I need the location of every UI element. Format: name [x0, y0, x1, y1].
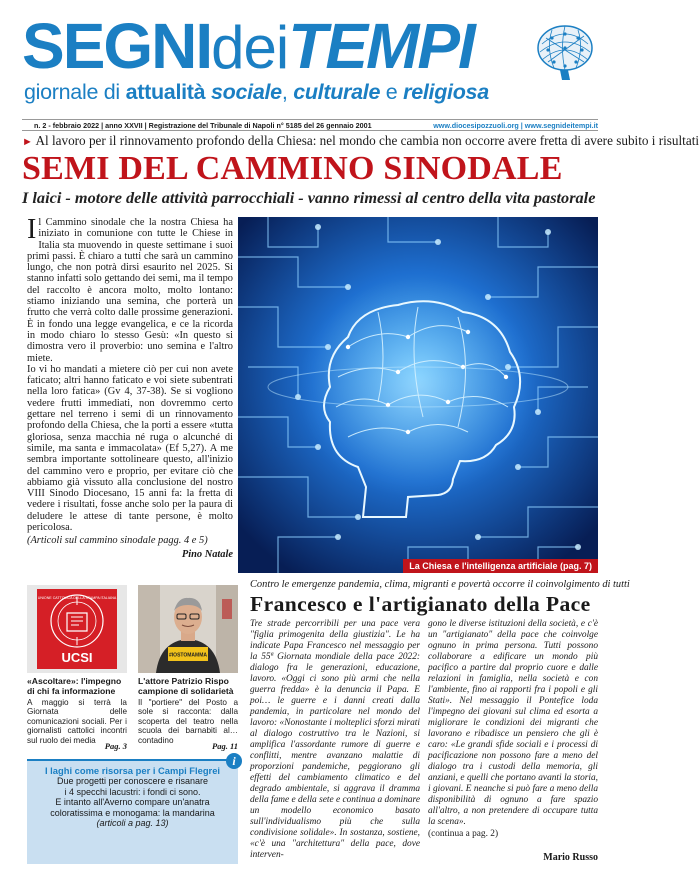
ucsi-logo-text: UCSI	[61, 650, 93, 665]
brand-segni: SEGNI	[22, 10, 212, 82]
laghi-line: coloratissima e monogama: la mandarina	[50, 807, 215, 818]
hero-image-ai-brain[interactable]	[238, 217, 598, 573]
ucsi-ring-text: UNIONE CATTOLICA DELLA STAMPA ITALIANA	[37, 596, 117, 600]
hero-caption[interactable]: La Chiesa e l'intelligenza artificiale (pag. 7)	[403, 559, 598, 573]
ucsi-summary: A maggio si terrà la Giornata delle comunicazioni sociali. Per i giornalisti cattolici incontri sul ruolo dei media	[27, 698, 127, 745]
brand-logotype[interactable]	[22, 10, 474, 82]
rispo-portrait-illustration	[138, 585, 238, 673]
rispo-page-ref[interactable]: Pag. 11	[212, 741, 238, 751]
ucsi-title: «Ascoltare»: l'impegno di chi fa informazione	[27, 676, 122, 696]
teaser-rispo[interactable]	[138, 585, 238, 751]
rispo-photo	[138, 585, 238, 673]
lead-kicker-text: Al lavoro per il rinnovamento profondo della Chiesa: nel mondo che cambia non occorre avere fretta di avere subito i risultati	[35, 133, 699, 148]
francesco-col2-text: gono le diverse istituzioni della società, e c'è un "artigianato" della pace che coinvolge ognuno in prima persona. Tutti possono collaborare a edificare un mondo più pacifico a partire dal proprio cuore e dalle relazioni in famiglia, nella società e con l'ambiente, fino ai rapporti fra i popoli e gli Stati». Nel messaggio il Pontefice loda l'impegno dei giovani sul clima ed esorta a migliorare le condizioni dei migranti che lavorano e ribadisce un pensiero che gli è caro: «Le grandi sfide sociali e i processi di pacificazione non possono fare a meno del dialogo tra i custodi della memoria, gli anziani, e quelli che portano avanti la storia, i giovani. E neanche si può fare a meno della disponibilità di ognuno a fare spazio all'altro, a non pretendere di occupare tutta la scena».	[428, 619, 598, 827]
francesco-headline[interactable]: Francesco e l'artigianato della Pace	[250, 592, 591, 616]
lead-p1-text: l Cammino sinodale che la nostra Chiesa ha iniziato in comunione con tutte le Chiese in Italia sta muovendo in queste settimane i suoi primi passi. È chiaro a tutti che sarà un cammino lungo, che non potrà dirsi esaurito nel 2025. Si stanno infatti solo gettando dei semi, ma il tempo del raccolto è ancora molto, molto lontano: stiamo iniziando una semina, che porterà un frutto che verrà colto dalle prossime generazioni. È in fondo una legge evangelica, e ce la ricorda in modo chiaro lo stesso Gesù: «In questo si dimostra vero il proverbio: uno semina e l'altro miete.	[27, 217, 233, 364]
info-icon: i	[226, 753, 242, 769]
ucsi-logo-image	[27, 585, 127, 673]
subtitle-part: e	[380, 80, 404, 104]
subtitle-part: culturale	[293, 80, 381, 104]
laghi-line: i 4 specchi lacustri: i fondi ci sono.	[64, 786, 201, 797]
laghi-line: E intanto all'Averno compare un'anatra	[55, 797, 210, 808]
francesco-author: Mario Russo	[543, 852, 598, 863]
rispo-summary: Il "portiere" del Posto a sole si racconta: dalla scoperta del teatro nella scuola dei barnabiti al… contadino	[138, 698, 238, 745]
teaser-laghi[interactable]	[27, 754, 238, 864]
subtitle-part: ,	[281, 80, 294, 104]
ai-brain-illustration	[238, 217, 598, 573]
francesco-column-1: Tre strade percorribili per una pace vera "figlia primogenita della giustizia". Le ha indicate Papa Francesco nel messaggio per la 55ª Giornata mondiale della pace 2022: dialogo fra le generazioni, educazione, lavoro. «Oggi ci sono più armi che nella guerra fredda» è la denuncia il Papa. E poi… le guerre e i danni creati dalla pandemia, in particolare nel mondo del lavoro: «Nonostante i molteplici sforzi mirati al dialogo costruttivo tra le Nazioni, si amplifica l'assordante rumore di guerre e conflitti, mentre avanzano malattie di proporzioni pandemiche, peggiorano gli effetti del cambiamento climatico e del degrado ambientale, si aggrava il dramma della fame e della sete e continua a dominare un modello economico basato sull'individualismo più che sulla condivisione solidale». In sostanza, sostiene, «c'è una "architettura" della pace, dove interven-	[250, 619, 420, 860]
rispo-title: L'attore Patrizio Rispo campione di solidarietà	[138, 676, 234, 696]
lead-cross-reference[interactable]: (Articoli sul cammino sinodale pagg. 4 e 5)	[27, 535, 208, 547]
lead-article-body	[27, 214, 233, 560]
teaser-ucsi[interactable]	[27, 585, 127, 751]
brand-tempi: TEMPI	[288, 10, 474, 82]
masthead	[22, 10, 598, 118]
subtitle-part: religiosa	[403, 80, 489, 104]
website-links[interactable]: www.diocesipozzuoli.org | www.segnideitempi.it	[433, 121, 598, 130]
masthead-subtitle	[24, 80, 489, 105]
francesco-continued-link[interactable]: (continua a pag. 2)	[428, 829, 499, 839]
issue-registration: n. 2 - febbraio 2022 | anno XXVII | Registrazione del Tribunale di Napoli n° 5185 del 26 gennaio 2001	[34, 121, 372, 130]
issue-info-bar	[22, 119, 598, 131]
subtitle-part: giornale di	[24, 80, 126, 104]
ucsi-logo-icon	[27, 585, 127, 673]
lead-headline[interactable]: SEMI DEL CAMMINO SINODALE	[22, 150, 563, 187]
arrow-right-icon: ►	[22, 136, 33, 148]
brand-dei: dei	[211, 14, 289, 81]
lead-paragraph-1	[27, 214, 233, 364]
lead-author: Pino Natale	[181, 548, 233, 560]
brain-wireframe-icon	[532, 18, 598, 84]
dropcap: I	[27, 214, 37, 245]
lead-kicker	[22, 133, 699, 149]
laghi-title: I laghi come risorsa per i Campi Flegrei	[44, 765, 221, 776]
laghi-line: Due progetti per conoscere e risanare	[56, 776, 209, 786]
ucsi-page-ref[interactable]: Pag. 3	[104, 741, 127, 751]
laghi-page-ref[interactable]: (articoli a pag. 13)	[96, 818, 169, 829]
subtitle-part: sociale	[211, 80, 282, 104]
francesco-kicker: Contro le emergenze pandemia, clima, migranti e povertà occorre il coinvolgimento di tutti	[250, 579, 630, 590]
rispo-sign-text: #IOSTOMAMMA	[169, 652, 207, 659]
subtitle-part: attualità	[125, 80, 206, 104]
lead-subhead: I laici - motore delle attività parrocchiali - vanno rimessi al centro della vita pastorale	[22, 188, 596, 207]
lead-paragraph-2: Io vi ho mandati a mietere ciò per cui non avete faticato; altri hanno faticato e voi siete subentrati nella loro fatica» (Gv 4, 37-38). Se si vogliono vedere frutti immediati, non dovremmo certo gettare nel terreno i semi di un rinnovamento profondo della Chiesa, che la porti a essere «tutta gloriosa, senza macchia né ruga o alcunché di simile, ma santa e immacolata» (Ef 5,27). A me sembra importante sottolineare questo, all'inizio del cammino vero e proprio, per evitare ciò che abbiamo già vissuto alla conclusione del nostro VIII Sinodo Diocesano, 15 anni fa: la fretta di vedere i risultati, fosse anche solo per la paura di deludere le attese di tante persone, è molto pericolosa.	[27, 363, 233, 534]
francesco-column-2	[428, 619, 598, 863]
